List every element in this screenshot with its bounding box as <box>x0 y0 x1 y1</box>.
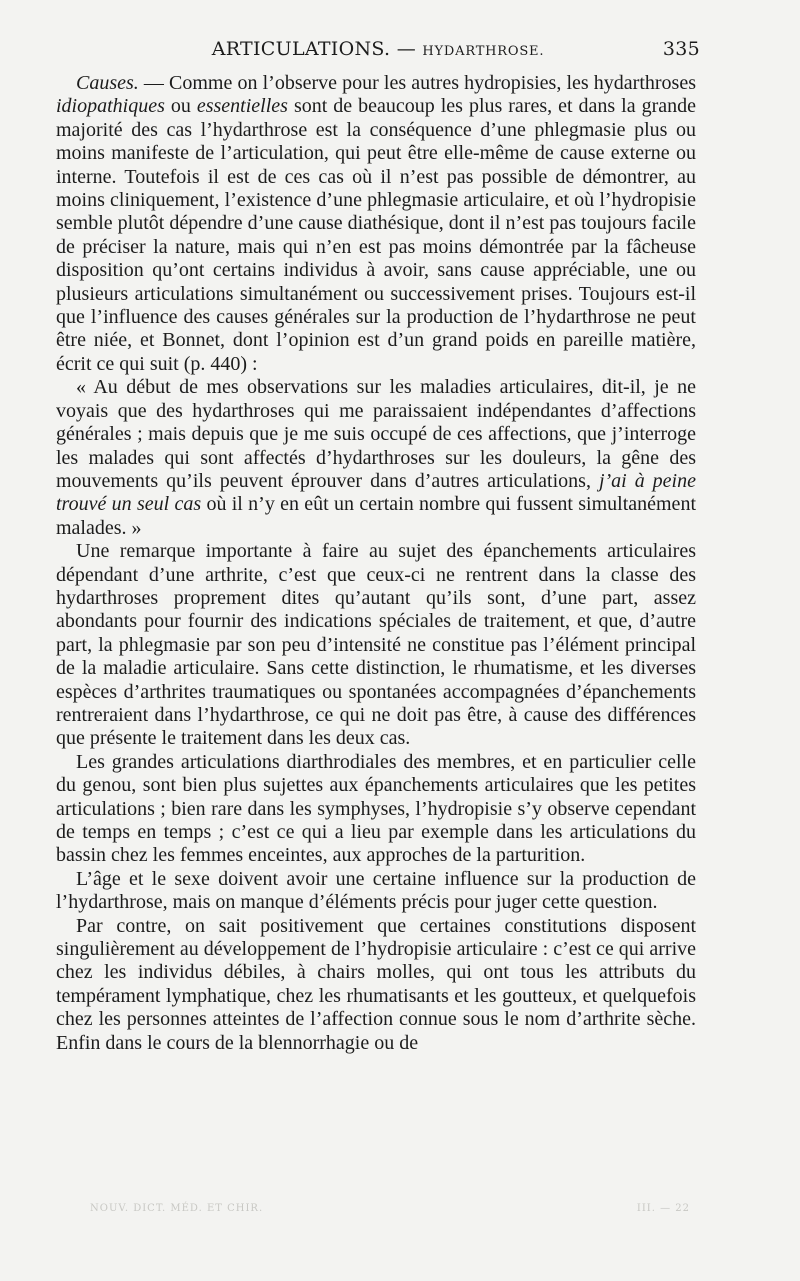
italic-run: Causes. <box>76 72 139 94</box>
text-run: — Comme on l’observe pour les autres hydropisies, les hydarthroses <box>138 72 696 94</box>
italic-run: idiopathiques <box>56 95 165 118</box>
footer-signature-right: III. — 22 <box>636 1203 690 1214</box>
italic-run: j’ai à peine trouvé un seul cas <box>56 469 696 516</box>
text-run: ou <box>164 95 197 118</box>
paragraph-age-sexe <box>56 868 696 915</box>
running-head <box>56 38 700 68</box>
paragraph-bonnet-quote <box>56 376 696 540</box>
text-run: L’âge et le sexe doivent avoir une certaine influence sur la production de l’hydarthrose, mais on manque d’éléments précis pour juger cette question. <box>56 867 696 914</box>
running-title-sub: HYDARTHROSE. <box>422 44 545 59</box>
running-title <box>56 38 700 60</box>
text-run: Une remarque importante à faire au sujet des épanchements articulaires dépendant d’une arthrite, c’est que ceux-ci ne rentrent dans la classe des hydarthroses proprement dites qu’autant qu’ils sont, d’une part, assez abondants pour fournir des indications spéciales de traitement, et que, d’autre part, la phlegmasie par son peu d’intensité ne constitue pas l’élément principal de la maladie articulaire. Sans cette distinction, le rhumatisme, et les diverses espèces d’arthrites traumatiques ou spontanées accompagnées d’épanchements rentreraient dans l’hydarthrose, ce qui ne doit pas être, à cause des différences que présente le traitement dans les deux cas. <box>56 540 696 750</box>
text-run: « Au début de mes observations sur les maladies articulaires, dit-il, je ne voyais que des hydarthroses qui me paraissaient indépendantes d’affections générales ; mais depuis que je me suis occupé de ces affections, que j’interroge les malades qui sont affectés d’hydarthroses sur les douleurs, la gêne des mouvements qu’ils peuvent éprouver dans d’autres articulations, <box>56 376 696 492</box>
page-footer <box>90 1203 690 1214</box>
page-number: 335 <box>662 38 700 60</box>
footer-signature-left: NOUV. DICT. MÉD. ET CHIR. <box>90 1203 264 1214</box>
paragraph-constitutions <box>56 915 696 1055</box>
text-run: Les grandes articulations diarthrodiales des membres, et en particulier celle du genou, sont bien plus sujettes aux épanchements articulaires que les petites articulations ; bien rare dans les symphyses, l’hydropisie s’y observe cependant de temps en temps ; c’est ce qui a lieu par exemple dans les articulations du bassin chez les femmes enceintes, aux approches de la parturition. <box>56 750 696 867</box>
running-title-main: ARTICULATIONS. <box>211 38 391 60</box>
paragraph-remarque <box>56 540 696 751</box>
text-run: où il n’y en eût un certain nombre qui fussent simultanément malades. » <box>56 493 696 539</box>
text-run: sont de beaucoup les plus rares, et dans la grande majorité des cas l’hydarthrose est la conséquence d’une phlegmasie plus ou moins manifeste de l’articulation, qui peut être elle-même de cause externe ou interne. Toutefois il est de ces cas où il n’est pas possible de démontrer, au moins cliniquement, l’existence d’une phlegmasie articulaire, et où l’hydropisie semble plutôt dépendre d’une cause diathésique, dont il n’est pas toujours facile de préciser la nature, mais qui n’en est pas moins démontrée par la fâcheuse disposition qu’ont certains individus à avoir, sans cause appréciable, une ou plusieurs articulations simultanément ou successivement prises. Toujours est-il que l’influence des causes générales sur la production de l’hydarthrose ne peut être niée, et Bonnet, dont l’opinion est d’un grand poids en pareille matière, écrit ce qui suit (p. 440) : <box>56 95 696 375</box>
paragraph-grandes-articulations <box>56 751 696 868</box>
running-title-dash: — <box>396 38 417 60</box>
paragraph-causes <box>56 72 696 376</box>
body-text <box>56 72 696 1055</box>
text-run: Par contre, on sait positivement que certaines constitutions disposent singulièrement au développement de l’hydropisie articulaire : c’est ce qui arrive chez les individus débiles, à chairs molles, qui ont tous les attributs du tempérament lymphatique, chez les rhumatisants et les goutteux, et quelquefois chez les personnes atteintes de l’affection connue sous le nom d’arthrite sèche. Enfin dans le cours de la blennorrhagie ou de <box>56 914 696 1054</box>
italic-run: essentielles <box>196 95 288 118</box>
